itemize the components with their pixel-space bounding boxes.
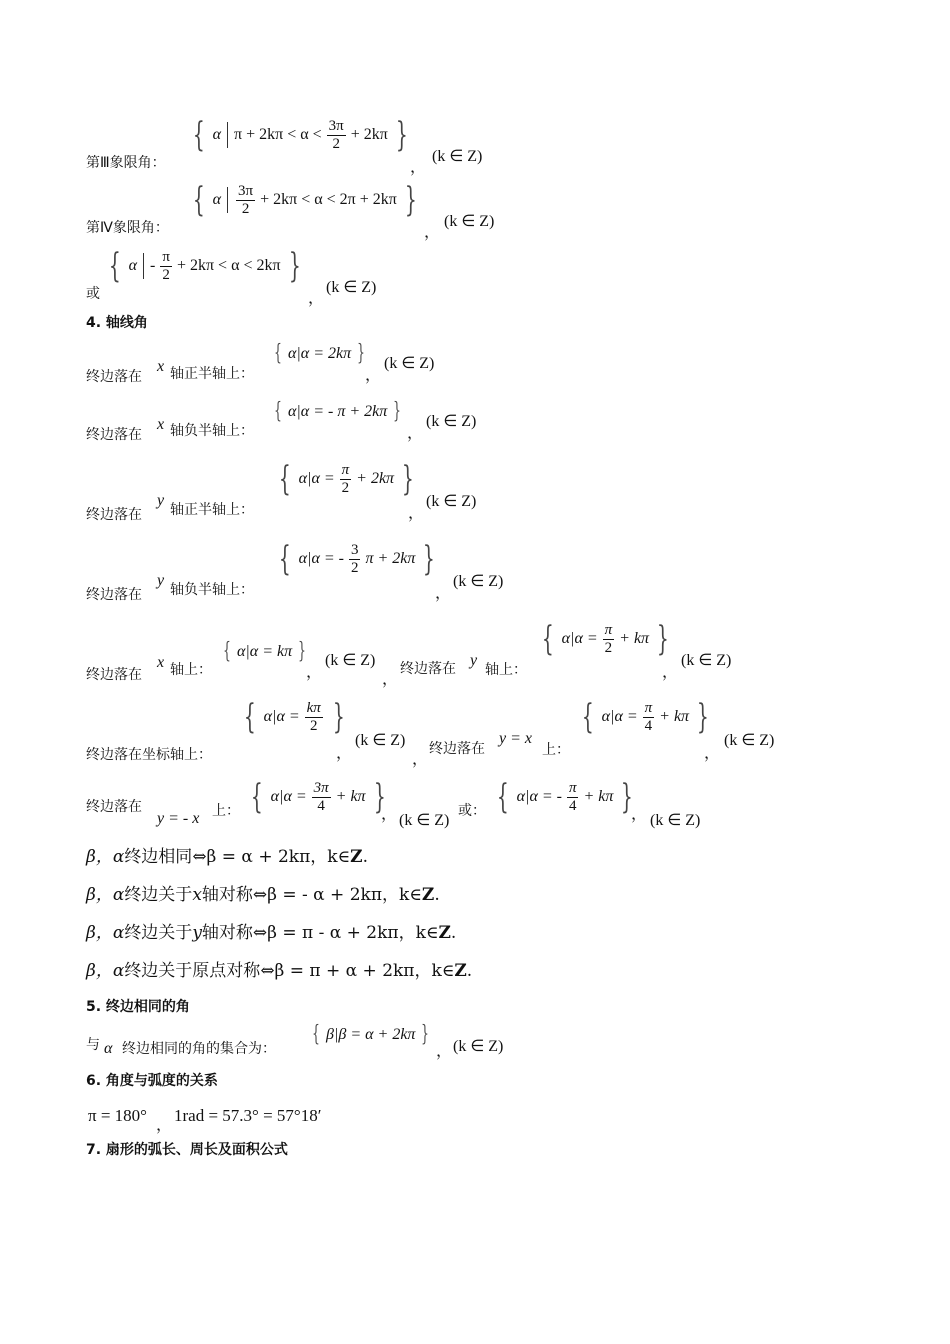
set-expression [274,459,419,499]
separator: ， [408,505,425,522]
relation-x-axis-symmetry [86,887,440,904]
or-label: 或 [86,286,100,302]
left-brace-icon: { [243,697,256,737]
separator: ， [156,1117,173,1134]
set-expression-2 [492,777,638,817]
fraction-numerator: π [604,622,613,638]
set-expression-2 [577,697,714,737]
fraction-numerator: 3π [328,118,344,134]
set-body: α|α = kπ [237,643,293,660]
left-brace-icon: { [223,639,231,664]
quadrant-3-label: 第Ⅲ象限角： [86,155,166,171]
right-brace-icon: } [298,639,306,664]
k-domain: (k ∈ Z) [426,493,477,510]
k-domain: (k ∈ Z) [444,213,495,230]
line-prefix: 终边落在 [86,507,142,523]
fraction [160,249,172,283]
set-expression [309,1024,432,1046]
set-body: α|α = [298,470,335,487]
quadrant-4-label: 第Ⅳ象限角： [86,220,169,236]
axis-var: x [157,654,165,671]
k-domain: (k ∈ Z) [426,413,477,430]
set-body: α|α = [263,708,300,725]
separator: ， [631,806,648,823]
set-condition-tail: + 2kπ < α < 2π + 2kπ [260,191,397,208]
separator: ， [704,745,721,762]
quadrant-4-set [188,180,421,220]
k-domain-2: (k ∈ Z) [724,732,775,749]
set-condition-tail: + 2kπ [350,126,388,143]
set-body-tail: + kπ [335,788,366,805]
set-body-tail: + kπ [659,708,690,725]
integer-set: Z [438,923,451,943]
line-prefix: 终边落在 [86,427,142,443]
section-5-heading: 5. 终边相同的角 [86,999,190,1015]
bar-icon [143,253,144,279]
set-body-tail: + kπ [619,630,650,647]
relation-y-axis-symmetry [86,925,456,942]
left-brace-icon: { [274,341,282,366]
radian-degrees: 1rad = 57.3° = 57°18′ [174,1106,322,1125]
relation-text: 终边关于原点对称 [124,961,261,981]
set-expression [271,343,368,365]
line-suffix: 上： [212,803,240,819]
set-body: α|α = - [516,788,562,805]
fraction-denominator: 2 [350,559,359,576]
period: . [450,923,457,943]
separator: ， [410,159,427,176]
fraction-denominator: 4 [644,717,653,734]
fraction-denominator: 2 [332,135,340,152]
relation-formula: ⇔β = π - α + 2kπ，k∈ [252,923,439,943]
line-suffix-2: 上： [542,742,570,758]
right-brace-icon: } [357,341,365,366]
k-domain-2: (k ∈ Z) [650,812,701,829]
relation-same-terminal [86,849,368,866]
relation-angles: β，α [86,961,125,981]
relation-angles: β，α [86,885,125,905]
line-prefix: 终边落在坐标轴上： [86,747,212,763]
fraction-denominator: 2 [604,639,613,656]
set-expression-2 [537,619,674,659]
fraction-denominator: 2 [341,479,350,496]
line-equation: y = - x [157,810,200,827]
relation-origin-symmetry [86,963,472,980]
k-domain: (k ∈ Z) [399,812,450,829]
line-suffix: 轴正半轴上： [170,502,254,518]
set-var: α [212,191,222,208]
left-brace-icon: { [278,459,291,499]
line-suffix: 轴负半轴上： [170,582,254,598]
fraction-denominator: 2 [309,717,318,734]
fraction-numerator: π [568,780,577,796]
relation-text: 终边关于 [124,885,193,905]
set-body-tail: π + 2kπ [365,550,416,567]
right-brace-icon: } [421,1022,430,1047]
set-body: α|α = [601,708,638,725]
line-suffix: 轴正半轴上： [170,366,254,382]
fraction-numerator: π [644,700,653,716]
integer-set: Z [454,961,467,981]
set-expression [220,641,309,663]
fraction-numerator: 3 [350,542,359,558]
line-prefix: 终边落在 [86,667,142,683]
pi-degrees: π = 180° [88,1106,147,1125]
set-body: α|α = - [298,550,344,567]
right-brace-icon: } [395,115,408,155]
relation-angles: β，α [86,847,125,867]
fraction [327,118,346,152]
or-label: 或： [458,803,486,819]
right-brace-icon: } [696,697,709,737]
separator: ， [336,745,353,762]
set-var: α [128,257,138,274]
bar-icon [227,187,228,213]
right-brace-icon: } [393,399,402,424]
section-4-heading: 4. 轴线角 [86,315,148,331]
line-suffix: 轴负半轴上： [170,423,254,439]
left-brace-icon: { [274,399,282,424]
separator: ， [365,367,382,384]
right-brace-icon: } [621,777,634,817]
set-expression [246,777,390,817]
right-brace-icon: } [423,539,436,579]
fraction [643,700,655,734]
fraction [312,780,331,814]
set-condition-tail: + 2kπ < α < 2kπ [176,257,281,274]
k-domain: (k ∈ Z) [453,573,504,590]
k-domain: (k ∈ Z) [355,732,406,749]
fraction-numerator: kπ [306,700,321,716]
left-brace-icon: { [312,1022,320,1047]
set-expression [271,401,404,423]
section-6-heading: 6. 角度与弧度的关系 [86,1073,218,1089]
integer-set: Z [421,885,435,905]
separator: ， [382,671,399,688]
line-prefix: 与 [86,1037,100,1053]
k-domain-2: (k ∈ Z) [681,652,732,669]
set-body-tail: + 2kπ [356,470,395,487]
separator: ， [407,425,424,442]
axis-var: y [157,572,165,589]
set-expression [274,539,440,579]
set-body: β|β = α + 2kπ [326,1026,416,1043]
right-brace-icon: } [656,619,669,659]
left-brace-icon: { [278,539,291,579]
set-expression [239,697,349,737]
separator: ， [424,224,441,241]
relation-angles: β，α [86,923,125,943]
left-brace-icon: { [581,697,594,737]
left-brace-icon: { [496,777,509,817]
separator: ， [436,1043,453,1060]
line-prefix-2: 终边落在 [429,741,485,757]
fraction-denominator: 2 [162,266,170,283]
fraction [340,462,352,496]
axis-var: y [157,492,165,509]
fraction-denominator: 2 [241,200,250,217]
left-brace-icon: { [192,180,205,220]
axis-var: x [157,416,165,433]
k-domain: (k ∈ Z) [325,652,376,669]
left-brace-icon: { [192,115,205,155]
set-body: α|α = [561,630,598,647]
axis-var-2: y [470,652,478,669]
period: . [466,961,473,981]
axis-var: x [157,358,165,375]
fraction-denominator: 4 [317,797,325,814]
line-equation: y = x [499,730,532,747]
fraction-numerator: π [341,462,350,478]
relation-text: 终边关于 [124,923,193,943]
k-domain: (k ∈ Z) [384,355,435,372]
line-suffix: 轴上： [170,662,212,678]
line-prefix: 终边落在 [86,369,142,385]
left-brace-icon: { [108,246,121,286]
axis-var: x [192,885,202,905]
fraction-denominator: 4 [568,797,577,814]
quadrant-4-alt-set [104,246,305,286]
line-suffix-2: 轴上： [485,662,527,678]
period: . [362,847,368,867]
k-domain: (k ∈ Z) [432,148,483,165]
fraction [305,700,323,734]
alpha-var: α [104,1040,113,1057]
axis-var: y [192,923,202,943]
line-suffix: 终边相同的角的集合为： [122,1041,276,1057]
set-condition: π + 2kπ < α < [234,126,322,143]
fraction [236,183,255,217]
set-body-tail: + kπ [583,788,614,805]
set-body: α|α = [270,788,307,805]
fraction [349,542,361,576]
k-domain: (k ∈ Z) [453,1038,504,1055]
bar-icon [227,122,228,148]
relation-text-2: 轴对称 [201,923,253,943]
separator: ， [412,751,429,768]
integer-set: Z [350,847,363,867]
period: . [434,885,440,905]
separator: ， [306,664,323,681]
set-condition: - [150,257,156,274]
separator: ， [435,585,452,602]
fraction-numerator: 3π [313,780,329,796]
k-domain: (k ∈ Z) [326,279,377,296]
fraction [603,622,615,656]
relation-formula: ⇔β = π + α + 2kπ，k∈ [260,961,455,981]
quadrant-3-set [188,115,412,155]
left-brace-icon: { [250,777,263,817]
fraction-numerator: 3π [238,183,254,199]
relation-text: 终边相同 [124,847,193,867]
right-brace-icon: } [288,246,301,286]
separator: ， [662,664,679,681]
section-7-heading: 7. 扇形的弧长、周长及面积公式 [86,1142,288,1158]
line-prefix: 终边落在 [86,587,142,603]
right-brace-icon: } [373,777,386,817]
set-var: α [212,126,222,143]
relation-formula: ⇔β = - α + 2kπ，k∈ [252,885,422,905]
right-brace-icon: } [332,697,345,737]
relation-formula: ⇔β = α + 2kπ，k∈ [192,847,351,867]
set-body: α|α = 2kπ [288,345,352,362]
relation-text-2: 轴对称 [201,885,253,905]
separator: ， [381,806,398,823]
fraction-numerator: π [162,249,170,265]
line-prefix: 终边落在 [86,799,142,815]
right-brace-icon: } [401,459,414,499]
left-brace-icon: { [541,619,554,659]
fraction [567,780,579,814]
separator: ， [308,290,325,307]
right-brace-icon: } [404,180,417,220]
set-body: α|α = - π + 2kπ [288,403,388,420]
line-prefix-2: 终边落在 [400,661,456,677]
